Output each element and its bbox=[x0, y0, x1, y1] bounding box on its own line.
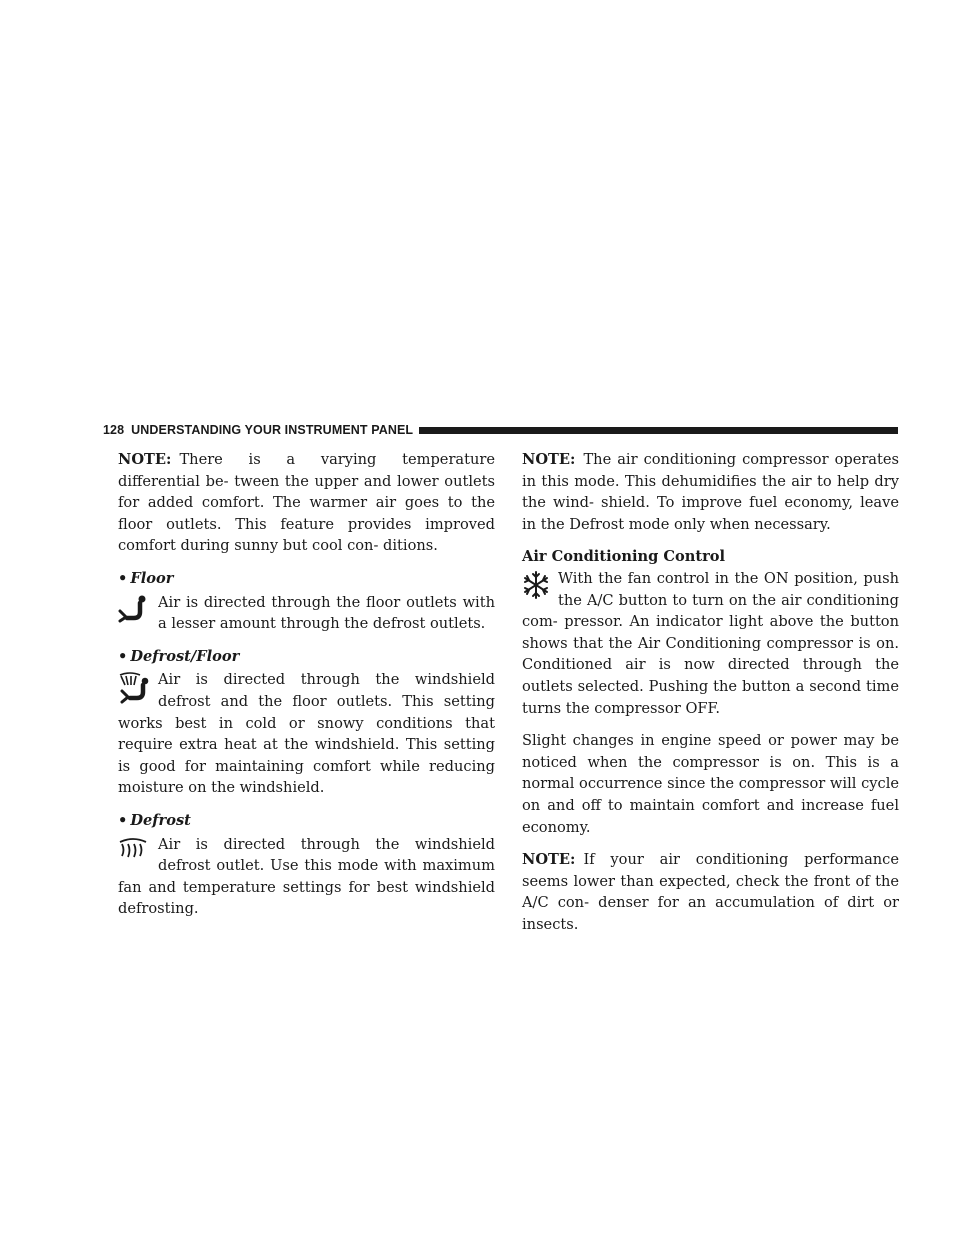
floor-block bbox=[118, 592, 495, 635]
note-text: The air conditioning compressor operates in this mode. This dehumidifies the air to help dry the wind- shield. To improve fuel economy, leave in the Defrost mode only when necessary. bbox=[522, 451, 899, 533]
note-label: NOTE: bbox=[118, 451, 172, 468]
snowflake-icon bbox=[522, 570, 558, 604]
defrost-floor-block bbox=[118, 669, 495, 799]
defrost-floor-heading bbox=[118, 646, 495, 668]
defrost-mode-icon bbox=[118, 836, 158, 870]
defrost-text-a: Air is directed through the windshield defrost outlet. Use this mode with maximum fan and bbox=[118, 835, 495, 896]
defrost-text-b: temperature settings for best windshield defrosting. bbox=[118, 878, 496, 918]
right-column bbox=[522, 449, 899, 935]
bullet: • bbox=[118, 569, 128, 587]
defrost-floor-text-b: windshield. This setting is good for maintaining comfort while reducing moisture on the windshield. bbox=[118, 736, 495, 797]
floor-text: Air is directed through the floor outlets with a lesser amount through the defrost outlets. bbox=[158, 593, 495, 633]
defrost-block bbox=[118, 834, 495, 920]
note-label: NOTE: bbox=[522, 451, 576, 468]
note-text: If your air conditioning performance seems lower than expected, check the front of the A/C con- denser for an accumulation of dirt or insects. bbox=[522, 851, 899, 933]
defrost-text bbox=[118, 834, 495, 920]
floor-mode-icon bbox=[118, 594, 158, 628]
note-paragraph bbox=[522, 849, 899, 935]
floor-heading bbox=[118, 568, 495, 590]
left-column bbox=[118, 449, 495, 920]
defrost-title: Defrost bbox=[130, 811, 191, 829]
ac-text bbox=[522, 568, 899, 719]
defrost-floor-title: Defrost/Floor bbox=[130, 647, 240, 665]
floor-title: Floor bbox=[130, 569, 174, 587]
bullet: • bbox=[118, 647, 128, 665]
compressor-paragraph: Slight changes in engine speed or power may be noticed when the compressor is on. This is a normal occurrence since the compressor will cycle on and off to maintain comfort and increase fuel economy. bbox=[522, 732, 899, 836]
defrost-floor-text bbox=[118, 669, 495, 799]
defrost-floor-text-a: Air is directed through the windshield defrost and the floor outlets. This setting works best in cold or snowy conditions that require extra heat at the bbox=[118, 671, 495, 754]
note-text: There is a varying temperature differential be- tween the upper and lower outlets for added comfort. The warmer air goes to the floor outlets. This feature provides improved comfort during sunny but cool con- ditions. bbox=[118, 451, 495, 555]
ac-block bbox=[522, 568, 899, 719]
page-number: 128 bbox=[103, 423, 125, 437]
defrost-floor-mode-icon bbox=[118, 671, 158, 705]
note-paragraph bbox=[118, 449, 495, 557]
header-rule bbox=[419, 427, 898, 434]
defrost-heading bbox=[118, 810, 495, 832]
note-paragraph bbox=[522, 449, 899, 535]
page-header bbox=[103, 421, 898, 439]
bullet: • bbox=[118, 811, 128, 829]
section-title: UNDERSTANDING YOUR INSTRUMENT PANEL bbox=[131, 423, 414, 437]
ac-text-a: With the fan control in the ON position, push the A/C button to turn on the air conditioning com- pressor. An indicator light above the button shows bbox=[522, 569, 899, 652]
note-label: NOTE: bbox=[522, 851, 576, 869]
ac-text-b: that the Air Conditioning compressor is on. Conditioned air is now directed through the outlets selected. Pushing the button a second time turns the compressor OFF. bbox=[522, 634, 899, 717]
ac-heading: Air Conditioning Control bbox=[522, 548, 726, 566]
